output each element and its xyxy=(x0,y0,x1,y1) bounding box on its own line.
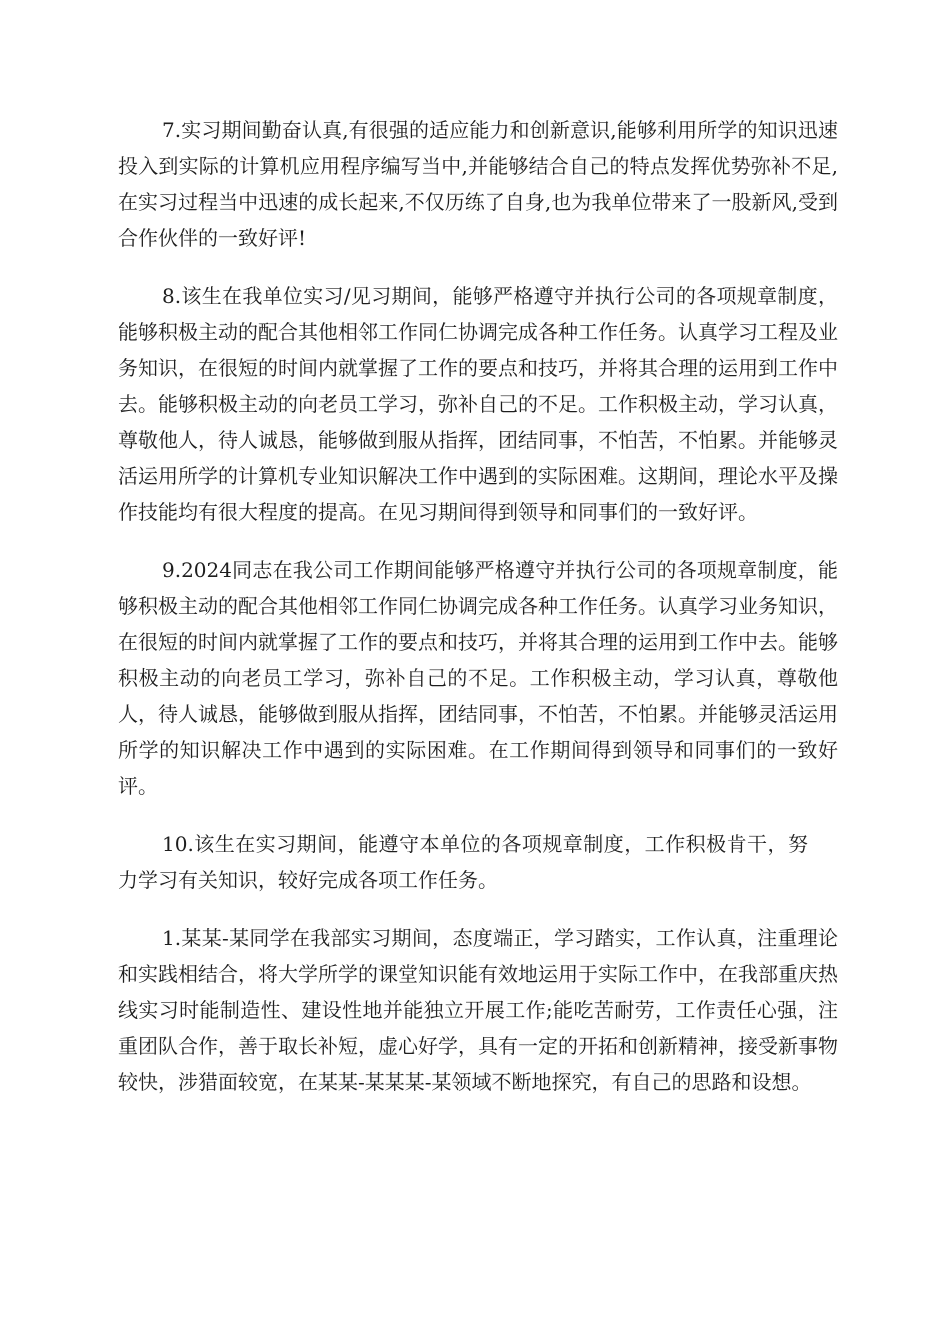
paragraph-7: 7.实习期间勤奋认真,有很强的适应能力和创新意识,能够利用所学的知识迅速投入到实际的计算机应用程序编写当中,并能够结合自己的特点发挥优势弥补不足,在实习过程当中迅速的成长起来,不仅历练了自身,也为我单位带来了一股新风,受到合作伙伴的一致好评! xyxy=(118,118,838,250)
document-body xyxy=(118,112,838,1122)
paragraph-10: 10.该生在实习期间，能遵守本单位的各项规章制度，工作积极肯干，努力学习有关知识，较好完成各项工作任务。 xyxy=(118,832,808,892)
paragraph-8: 8.该生在我单位实习/见习期间，能够严格遵守并执行公司的各项规章制度，能够积极主动的配合其他相邻工作同仁协调完成各种工作任务。认真学习工程及业务知识，在很短的时间内就掌握了工作的要点和技巧，并将其合理的运用到工作中去。能够积极主动的向老员工学习，弥补自己的不足。工作积极主动，学习认真，尊敬他人，待人诚恳，能够做到服从指挥，团结同事，不怕苦，不怕累。并能够灵活运用所学的计算机专业知识解决工作中遇到的实际困难。这期间，理论水平及操作技能均有很大程度的提高。在见习期间得到领导和同事们的一致好评。 xyxy=(118,284,838,524)
paragraph-1: 1.某某-某同学在我部实习期间，态度端正，学习踏实，工作认真，注重理论和实践相结合，将大学所学的课堂知识能有效地运用于实际工作中，在我部重庆热线实习时能制造性、建设性地并能独立开展工作;能吃苦耐劳，工作责任心强，注重团队合作，善于取长补短，虚心好学，具有一定的开拓和创新精神，接受新事物较快，涉猎面较宽，在某某-某某某-某领域不断地探究，有自己的思路和设想。 xyxy=(118,926,838,1094)
paragraph-9: 9.2024同志在我公司工作期间能够严格遵守并执行公司的各项规章制度，能够积极主动的配合其他相邻工作同仁协调完成各种工作任务。认真学习业务知识，在很短的时间内就掌握了工作的要点和技巧，并将其合理的运用到工作中去。能够积极主动的向老员工学习，弥补自己的不足。工作积极主动，学习认真，尊敬他人，待人诚恳，能够做到服从指挥，团结同事，不怕苦，不怕累。并能够灵活运用所学的知识解决工作中遇到的实际困难。在工作期间得到领导和同事们的一致好评。 xyxy=(118,558,838,798)
